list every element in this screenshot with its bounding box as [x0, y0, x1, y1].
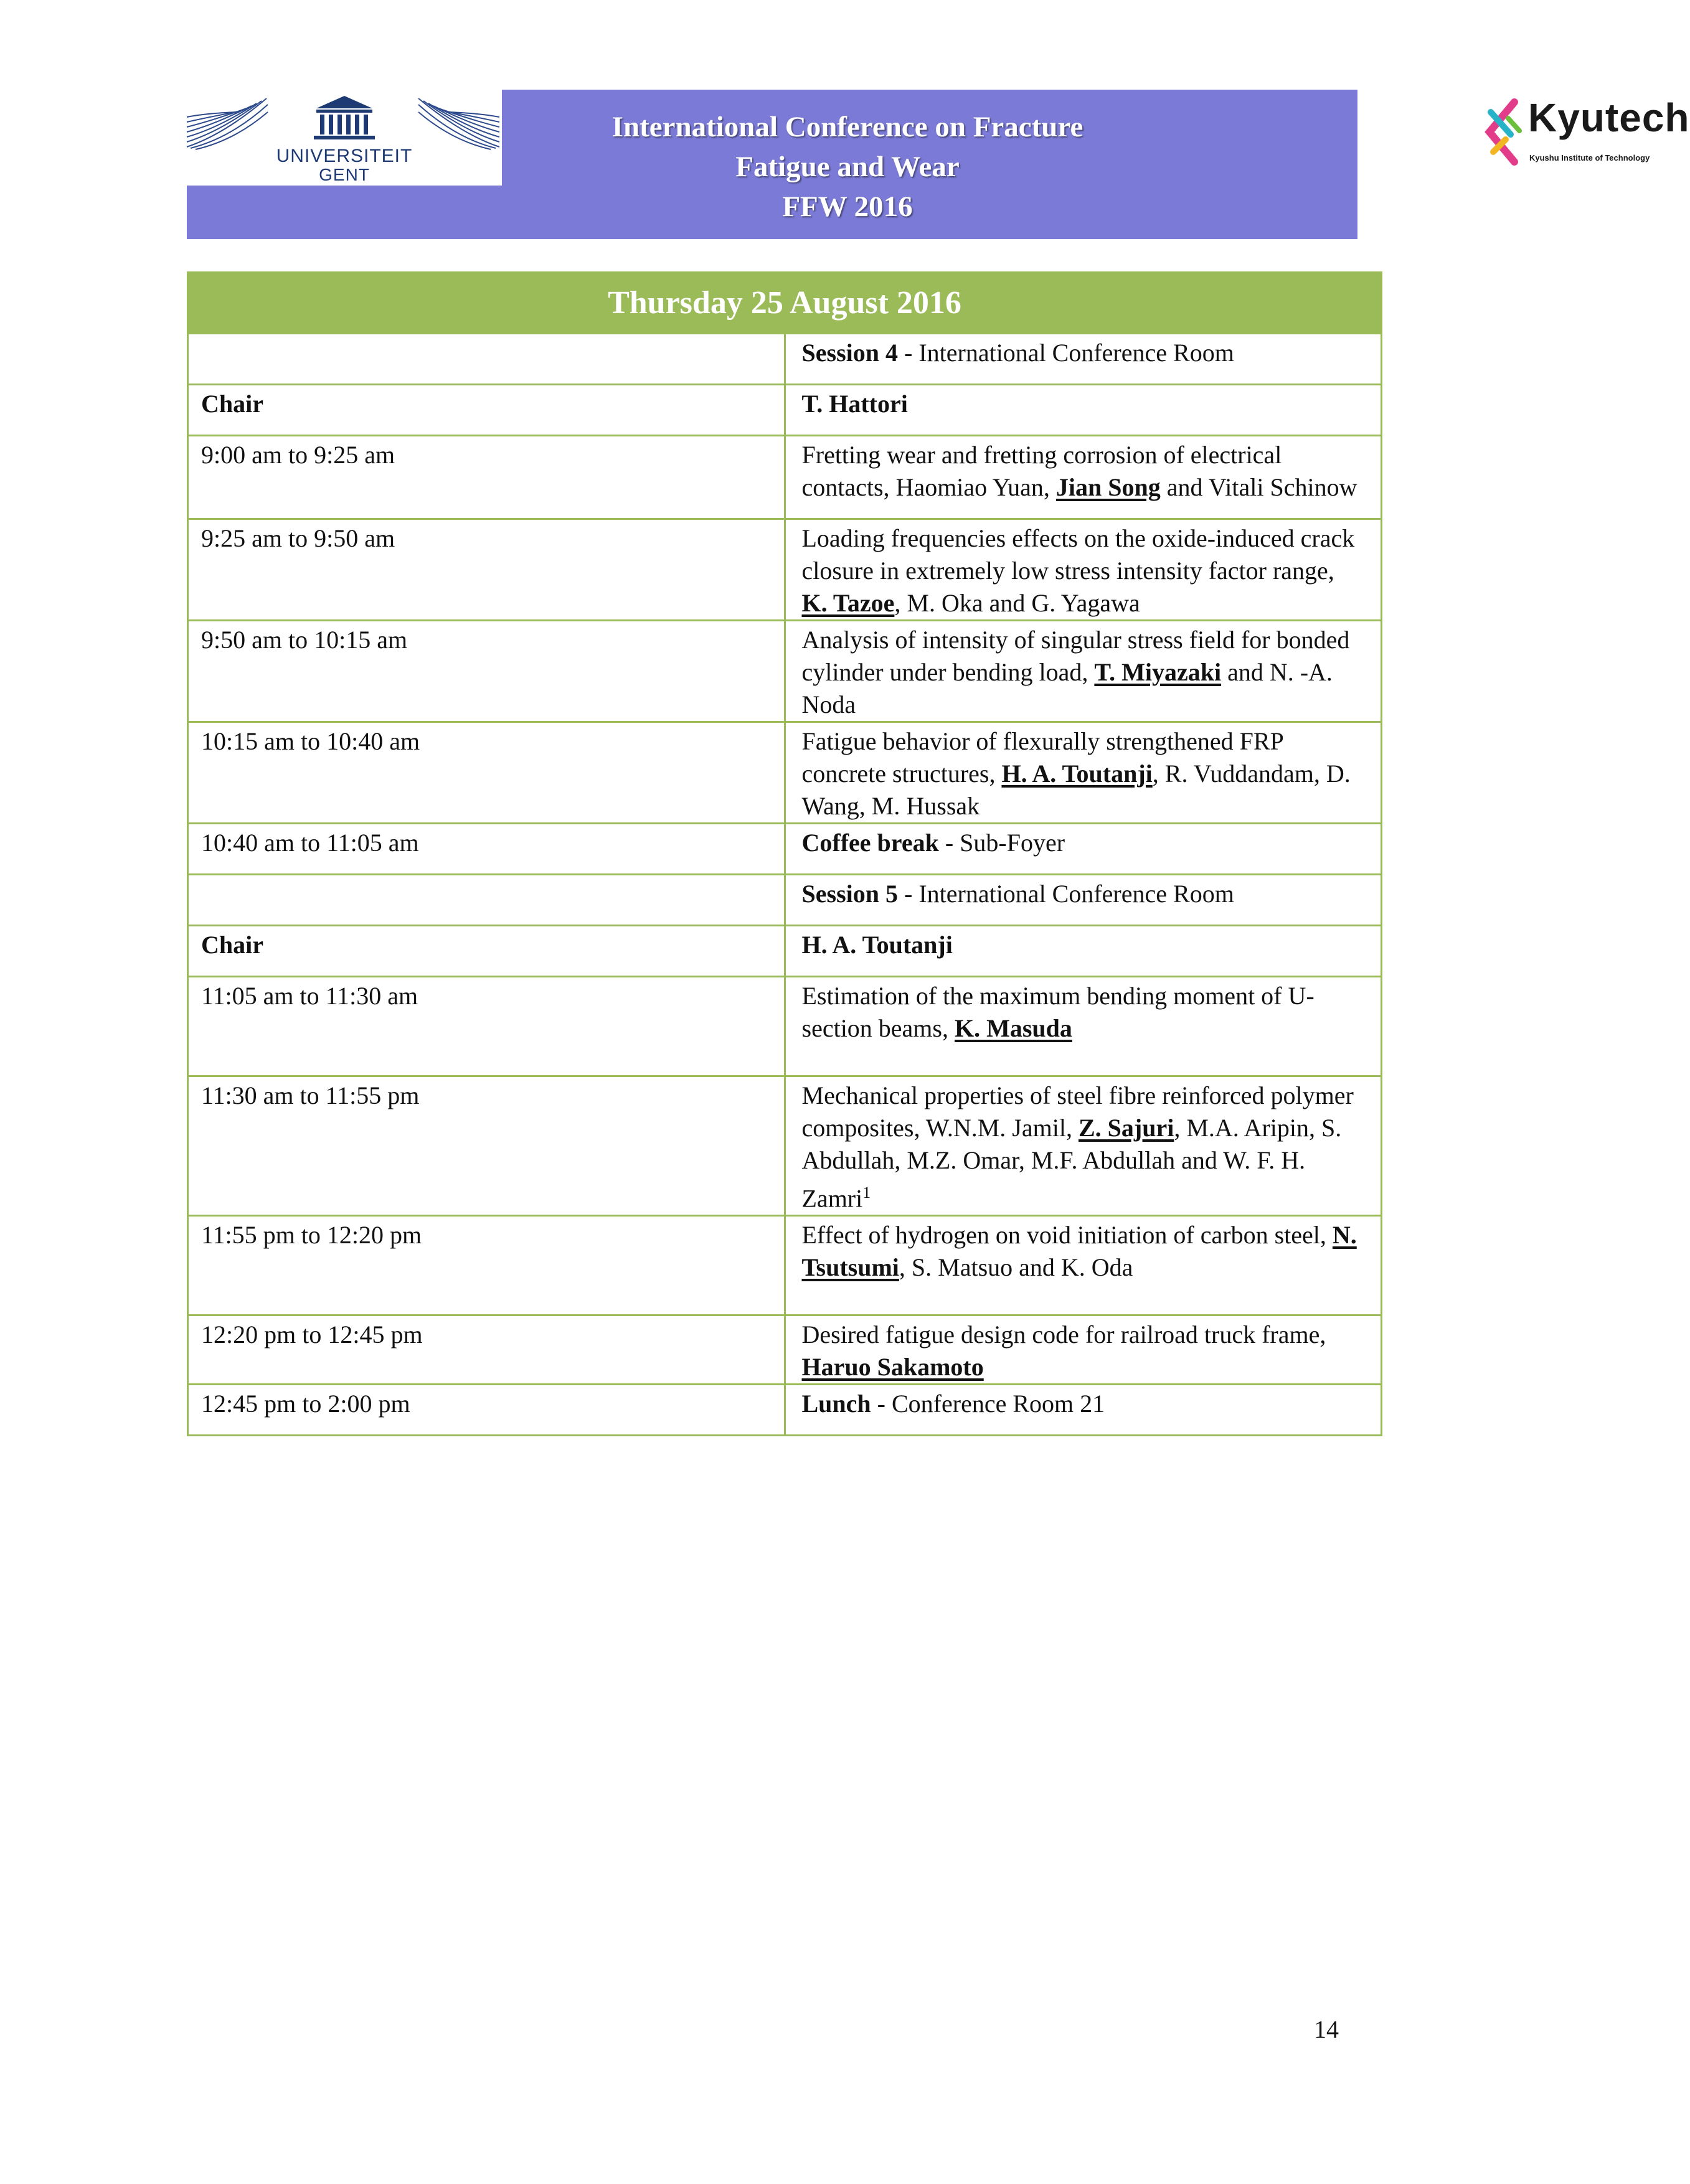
ugent-logo-line1: UNIVERSITEIT: [276, 146, 413, 166]
break-label: Coffee break: [801, 829, 939, 857]
talk-row: [188, 1316, 1382, 1385]
affiliation-superscript: 1: [862, 1184, 871, 1202]
chair-row: [188, 385, 1382, 436]
ugent-logo: [187, 90, 502, 186]
kyutech-wordmark: Kyutech: [1528, 95, 1690, 140]
chair-row: [188, 926, 1382, 977]
talk-description: Loading frequencies effects on the oxide-induced crack closure in extremely low stress intensity factor range,: [801, 524, 1355, 585]
session-location: - International Conference Room: [898, 880, 1234, 908]
break-time: 10:40 am to 11:05 am: [201, 829, 419, 857]
presenter-name: N. Tsutsumi: [801, 1221, 1357, 1282]
break-row: [188, 824, 1382, 875]
talk-row: [188, 519, 1382, 621]
talk-row: [188, 1216, 1382, 1316]
kyutech-mark-icon: [1483, 100, 1523, 164]
lunch-row: [188, 1385, 1382, 1436]
conference-title-line1: International Conference on Fracture: [611, 111, 1083, 143]
talk-row: [188, 621, 1382, 722]
talk-description: Fatigue behavior of flexurally strengthened FRP concrete structures,: [801, 727, 1283, 788]
talk-time: 9:00 am to 9:25 am: [201, 441, 395, 469]
talk-row: [188, 436, 1382, 519]
presenter-name: K. Tazoe: [801, 589, 895, 617]
talk-description: Effect of hydrogen on void initiation of carbon steel,: [801, 1221, 1333, 1250]
talk-description: Analysis of intensity of singular stress field for bonded cylinder under bending load,: [801, 626, 1350, 686]
session-label: Session 5: [801, 880, 898, 908]
presenter-name: T. Miyazaki: [1094, 658, 1222, 686]
talk-coauthors: and N. -A. Noda: [801, 658, 1333, 718]
session-location: - International Conference Room: [898, 339, 1234, 367]
presenter-name: K. Masuda: [955, 1014, 1072, 1042]
lunch-time: 12:45 pm to 2:00 pm: [201, 1390, 410, 1418]
chair-name: H. A. Toutanji: [801, 931, 953, 959]
talk-time: 11:55 pm to 12:20 pm: [201, 1221, 422, 1250]
conference-banner: [187, 90, 1690, 239]
talk-time: 11:30 am to 11:55 pm: [201, 1081, 420, 1109]
conference-title-line2: Fatigue and Wear: [735, 151, 960, 183]
talk-row: [188, 977, 1382, 1076]
talk-time: 9:25 am to 9:50 am: [201, 524, 395, 552]
talk-time: 9:50 am to 10:15 am: [201, 626, 408, 654]
day-header-row: [188, 273, 1382, 334]
presenter-name: Z. Sajuri: [1078, 1114, 1174, 1142]
talk-coauthors: , S. Matsuo and K. Oda: [899, 1253, 1133, 1282]
ugent-decoration-left: [187, 97, 268, 149]
talk-coauthors: , M.A. Aripin, S. Abdullah, M.Z. Omar, M.F. Abdullah and W. F. H. Zamri: [801, 1114, 1342, 1213]
break-place: - Sub-Foyer: [938, 829, 1065, 857]
talk-time: 12:20 pm to 12:45 pm: [201, 1320, 423, 1349]
talk-coauthors: , R. Vuddandam, D. Wang, M. Hussak: [801, 760, 1351, 820]
presenter-name: Jian Song: [1055, 473, 1161, 501]
talk-description: Desired fatigue design code for railroad truck frame,: [801, 1320, 1326, 1349]
talk-coauthors: and Vitali Schinow: [1160, 473, 1357, 501]
talk-time: 10:15 am to 10:40 am: [201, 727, 420, 755]
chair-name: T. Hattori: [801, 390, 908, 418]
lunch-place: - Conference Room 21: [871, 1390, 1105, 1418]
ugent-building-icon: [311, 93, 377, 143]
chair-label: Chair: [201, 931, 263, 959]
day-title: Thursday 25 August 2016: [188, 273, 1382, 334]
conference-title: [502, 107, 1193, 227]
talk-description: Fretting wear and fretting corrosion of electrical contacts, Haomiao Yuan,: [801, 441, 1282, 501]
talk-row: [188, 1076, 1382, 1216]
chair-label: Chair: [201, 390, 263, 418]
talk-description: Mechanical properties of steel fibre reinforced polymer composites, W.N.M. Jamil,: [801, 1081, 1354, 1142]
session-label: Session 4: [801, 339, 898, 367]
empty-time-cell: [188, 875, 785, 926]
talk-time: 11:05 am to 11:30 am: [201, 982, 418, 1010]
presenter-name: H. A. Toutanji: [1001, 760, 1153, 788]
presenter-name: Haruo Sakamoto: [801, 1353, 984, 1381]
kyutech-subtitle: Kyushu Institute of Technology: [1529, 153, 1650, 162]
schedule-table: [187, 271, 1382, 1436]
lunch-label: Lunch: [801, 1390, 871, 1418]
session-row: [188, 875, 1382, 926]
conference-title-line3: FFW 2016: [782, 191, 913, 223]
talk-row: [188, 722, 1382, 824]
banner-strip: [187, 186, 502, 239]
empty-time-cell: [188, 334, 785, 385]
ugent-logo-line2: GENT: [319, 165, 370, 184]
banner-title-panel: [502, 90, 1690, 239]
talk-description: Estimation of the maximum bending moment of U-section beams,: [801, 982, 1315, 1042]
session-row: [188, 334, 1382, 385]
ugent-decoration-right: [418, 97, 499, 149]
page-number: 14: [1314, 2015, 1339, 2043]
kyutech-logo: [1478, 91, 1690, 173]
talk-coauthors: , M. Oka and G. Yagawa: [894, 589, 1140, 617]
